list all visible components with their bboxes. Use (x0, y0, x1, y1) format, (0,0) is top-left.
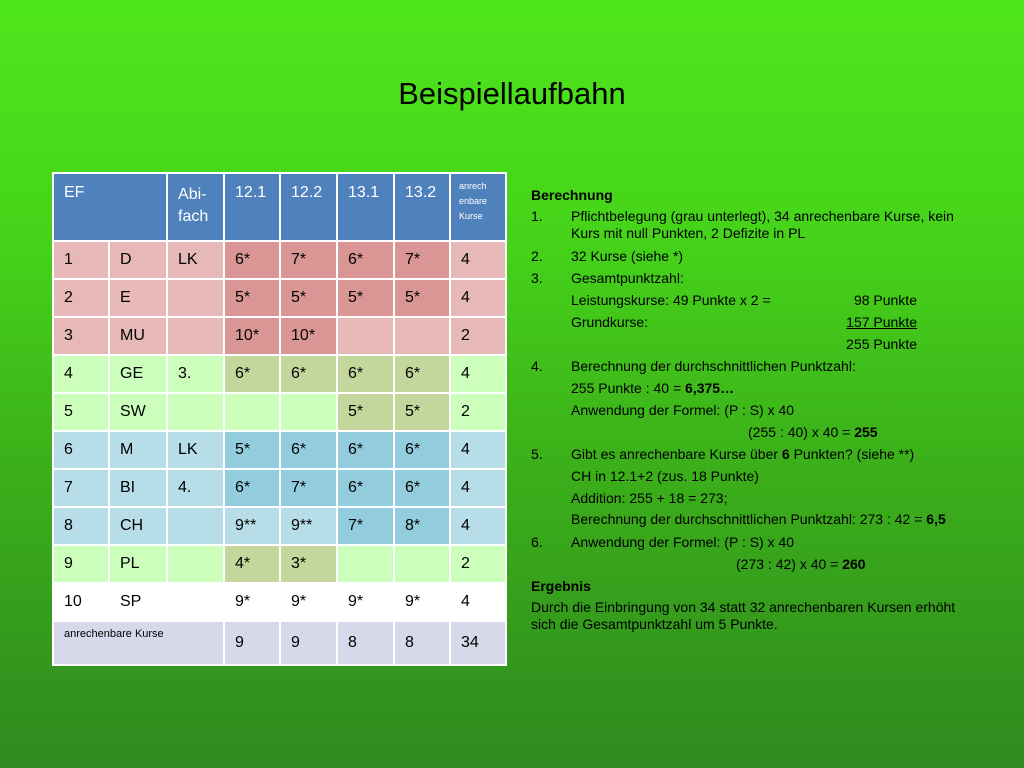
table-row (53, 241, 506, 279)
gk-label: Grundkurse: (571, 314, 649, 330)
table-footer-row (53, 621, 506, 665)
row-number: 2 (53, 279, 109, 317)
row-credit-count: 4 (450, 469, 506, 507)
calc-ch-line (531, 465, 971, 487)
table-row (53, 355, 506, 393)
table-row (53, 279, 506, 317)
row-score-13-1: 5* (337, 393, 394, 431)
row-score-12-1: 4* (224, 545, 280, 583)
row-score-13-1: 6* (337, 469, 394, 507)
row-subject: D (109, 241, 167, 279)
row-abi: 4. (167, 469, 224, 507)
row-score-12-2: 5* (280, 279, 337, 317)
row-score-12-2: 6* (280, 431, 337, 469)
step-text: 32 Kurse (siehe *) (571, 248, 684, 264)
calc-avg1-line (531, 377, 971, 399)
header-ef: EF (53, 173, 167, 241)
row-abi (167, 317, 224, 355)
row-score-13-2: 5* (394, 393, 450, 431)
row-score-13-2 (394, 545, 450, 583)
row-subject: PL (109, 545, 167, 583)
row-credit-count: 4 (450, 355, 506, 393)
row-score-13-1: 9* (337, 583, 394, 621)
result-text: Durch die Einbringung von 34 statt 32 anrechenbaren Kursen erhöht sich die Gesamtpunktzahl um 5 Punkte. (531, 599, 956, 632)
row-credit-count: 4 (450, 241, 506, 279)
calc-formula1-line (531, 399, 971, 421)
row-subject: CH (109, 507, 167, 545)
total-value: 255 Punkte (846, 336, 917, 352)
row-credit-count: 4 (450, 583, 506, 621)
step-number: 5. (531, 446, 543, 462)
row-number: 1 (53, 241, 109, 279)
lk-value: 98 Punkte (853, 292, 917, 308)
row-credit-count: 4 (450, 507, 506, 545)
row-number: 10 (53, 583, 109, 621)
row-score-12-1: 10* (224, 317, 280, 355)
row-score-13-2 (394, 317, 450, 355)
row-credit-count: 2 (450, 317, 506, 355)
row-score-13-2: 5* (394, 279, 450, 317)
step-bold: 6 (781, 446, 790, 462)
row-score-12-2: 3* (280, 545, 337, 583)
row-score-12-1: 6* (224, 355, 280, 393)
table-row (53, 431, 506, 469)
row-score-13-2: 6* (394, 469, 450, 507)
row-abi (167, 279, 224, 317)
row-subject: SW (109, 393, 167, 431)
step-number: 4. (531, 358, 543, 374)
avg2-text: Berechnung der durchschnittlichen Punktzahl: 273 : 42 = (571, 511, 927, 527)
header-12-1: 12.1 (224, 173, 280, 241)
row-abi (167, 545, 224, 583)
step-number: 2. (531, 248, 543, 264)
row-score-13-2: 6* (394, 355, 450, 393)
row-score-12-2: 9* (280, 583, 337, 621)
slide-title: Beispiellaufbahn (398, 76, 626, 111)
header-13-2: 13.2 (394, 173, 450, 241)
row-credit-count: 2 (450, 545, 506, 583)
row-score-12-2: 7* (280, 469, 337, 507)
row-number: 8 (53, 507, 109, 545)
step-number: 1. (531, 208, 543, 224)
row-score-12-1: 6* (224, 469, 280, 507)
calc-heading (531, 184, 971, 206)
footer-total: 34 (450, 621, 506, 665)
calc-step-4 (531, 355, 971, 377)
row-subject: MU (109, 317, 167, 355)
lk-label: Leistungskurse: 49 Punkte x 2 = (571, 292, 771, 308)
step-text: Gibt es anrechenbare Kurse über (571, 446, 782, 462)
course-table (52, 172, 507, 666)
row-number: 5 (53, 393, 109, 431)
row-score-13-1: 6* (337, 355, 394, 393)
row-score-13-1 (337, 317, 394, 355)
header-13-1: 13.1 (337, 173, 394, 241)
row-abi: 3. (167, 355, 224, 393)
gk-value: 157 Punkte (846, 314, 917, 330)
table-row (53, 583, 506, 621)
row-score-13-1: 6* (337, 431, 394, 469)
row-score-12-2: 9** (280, 507, 337, 545)
row-score-12-2: 6* (280, 355, 337, 393)
row-subject: GE (109, 355, 167, 393)
calc-result2-line (531, 553, 971, 575)
row-abi: LK (167, 241, 224, 279)
calc-step-1 (531, 206, 971, 245)
row-number: 4 (53, 355, 109, 393)
row-score-12-2 (280, 393, 337, 431)
footer-label: anrechenbare Kurse (53, 621, 224, 665)
row-score-13-2: 9* (394, 583, 450, 621)
result-heading (531, 575, 971, 597)
footer-13-2: 8 (394, 621, 450, 665)
row-number: 9 (53, 545, 109, 583)
row-credit-count: 4 (450, 431, 506, 469)
row-number: 7 (53, 469, 109, 507)
step-text: Anwendung der Formel: (P : S) x 40 (571, 534, 795, 550)
calc-add-line (531, 487, 971, 509)
result2-value: 260 (842, 556, 866, 572)
table-row (53, 317, 506, 355)
table-row (53, 507, 506, 545)
row-subject: SP (109, 583, 167, 621)
row-score-13-1 (337, 545, 394, 583)
row-score-13-1: 6* (337, 241, 394, 279)
row-score-12-2: 7* (280, 241, 337, 279)
result1-value: 255 (854, 424, 878, 440)
calc-heading-text: Berechnung (531, 187, 613, 203)
row-score-12-1: 9* (224, 583, 280, 621)
header-12-2: 12.2 (280, 173, 337, 241)
row-score-12-1: 9** (224, 507, 280, 545)
result2-text: (273 : 42) x 40 = (736, 556, 843, 572)
ch-text: CH in 12.1+2 (zus. 18 Punkte) (571, 468, 759, 484)
row-score-12-2: 10* (280, 317, 337, 355)
row-score-13-2: 8* (394, 507, 450, 545)
row-score-13-1: 7* (337, 507, 394, 545)
row-abi (167, 583, 224, 621)
footer-12-2: 9 (280, 621, 337, 665)
result1-text: (255 : 40) x 40 = (748, 424, 855, 440)
step-number: 6. (531, 534, 543, 550)
calc-result1-line (531, 421, 971, 443)
row-number: 6 (53, 431, 109, 469)
calc-avg2-line (531, 509, 971, 531)
calc-step-6 (531, 531, 971, 553)
footer-13-1: 8 (337, 621, 394, 665)
step-text: Gesamtpunktzahl: (571, 270, 684, 286)
row-score-13-2: 7* (394, 241, 450, 279)
row-abi (167, 507, 224, 545)
table-row (53, 393, 506, 431)
row-number: 3 (53, 317, 109, 355)
row-credit-count: 2 (450, 393, 506, 431)
avg2-value: 6,5 (926, 511, 946, 527)
row-score-12-1: 6* (224, 241, 280, 279)
step-text: Pflichtbelegung (grau unterlegt), 34 anrechenbare Kurse, kein Kurs mit null Punkten, 2 Defizite in PL (571, 208, 954, 241)
row-subject: E (109, 279, 167, 317)
row-score-13-1: 5* (337, 279, 394, 317)
footer-12-1: 9 (224, 621, 280, 665)
step-text-end: Punkten? (siehe **) (789, 446, 915, 462)
calc-step-5 (531, 443, 971, 465)
add-text: Addition: 255 + 18 = 273; (571, 490, 728, 506)
row-score-12-1: 5* (224, 431, 280, 469)
avg1-value: 6,375… (685, 380, 735, 396)
row-abi: LK (167, 431, 224, 469)
row-score-12-1 (224, 393, 280, 431)
header-abifach: Abi-fach (167, 173, 224, 241)
table-header-row (53, 173, 506, 241)
calc-gk-line (531, 311, 971, 333)
table-row (53, 469, 506, 507)
step-text: Berechnung der durchschnittlichen Punktzahl: (571, 358, 856, 374)
formula1-text: Anwendung der Formel: (P : S) x 40 (571, 402, 795, 418)
row-subject: BI (109, 469, 167, 507)
table-row (53, 545, 506, 583)
step-number: 3. (531, 270, 543, 286)
avg1-text: 255 Punkte : 40 = (571, 380, 686, 396)
row-score-13-2: 6* (394, 431, 450, 469)
result-heading-text: Ergebnis (531, 578, 591, 594)
calc-total-line (531, 333, 971, 355)
header-anrechenbare-kurse: anrech enbare Kurse (450, 173, 506, 241)
calc-step-2 (531, 245, 971, 267)
row-credit-count: 4 (450, 279, 506, 317)
calculation-panel (531, 184, 971, 636)
row-score-12-1: 5* (224, 279, 280, 317)
row-abi (167, 393, 224, 431)
row-subject: M (109, 431, 167, 469)
calc-lk-line (531, 289, 971, 311)
calc-step-3 (531, 267, 971, 289)
